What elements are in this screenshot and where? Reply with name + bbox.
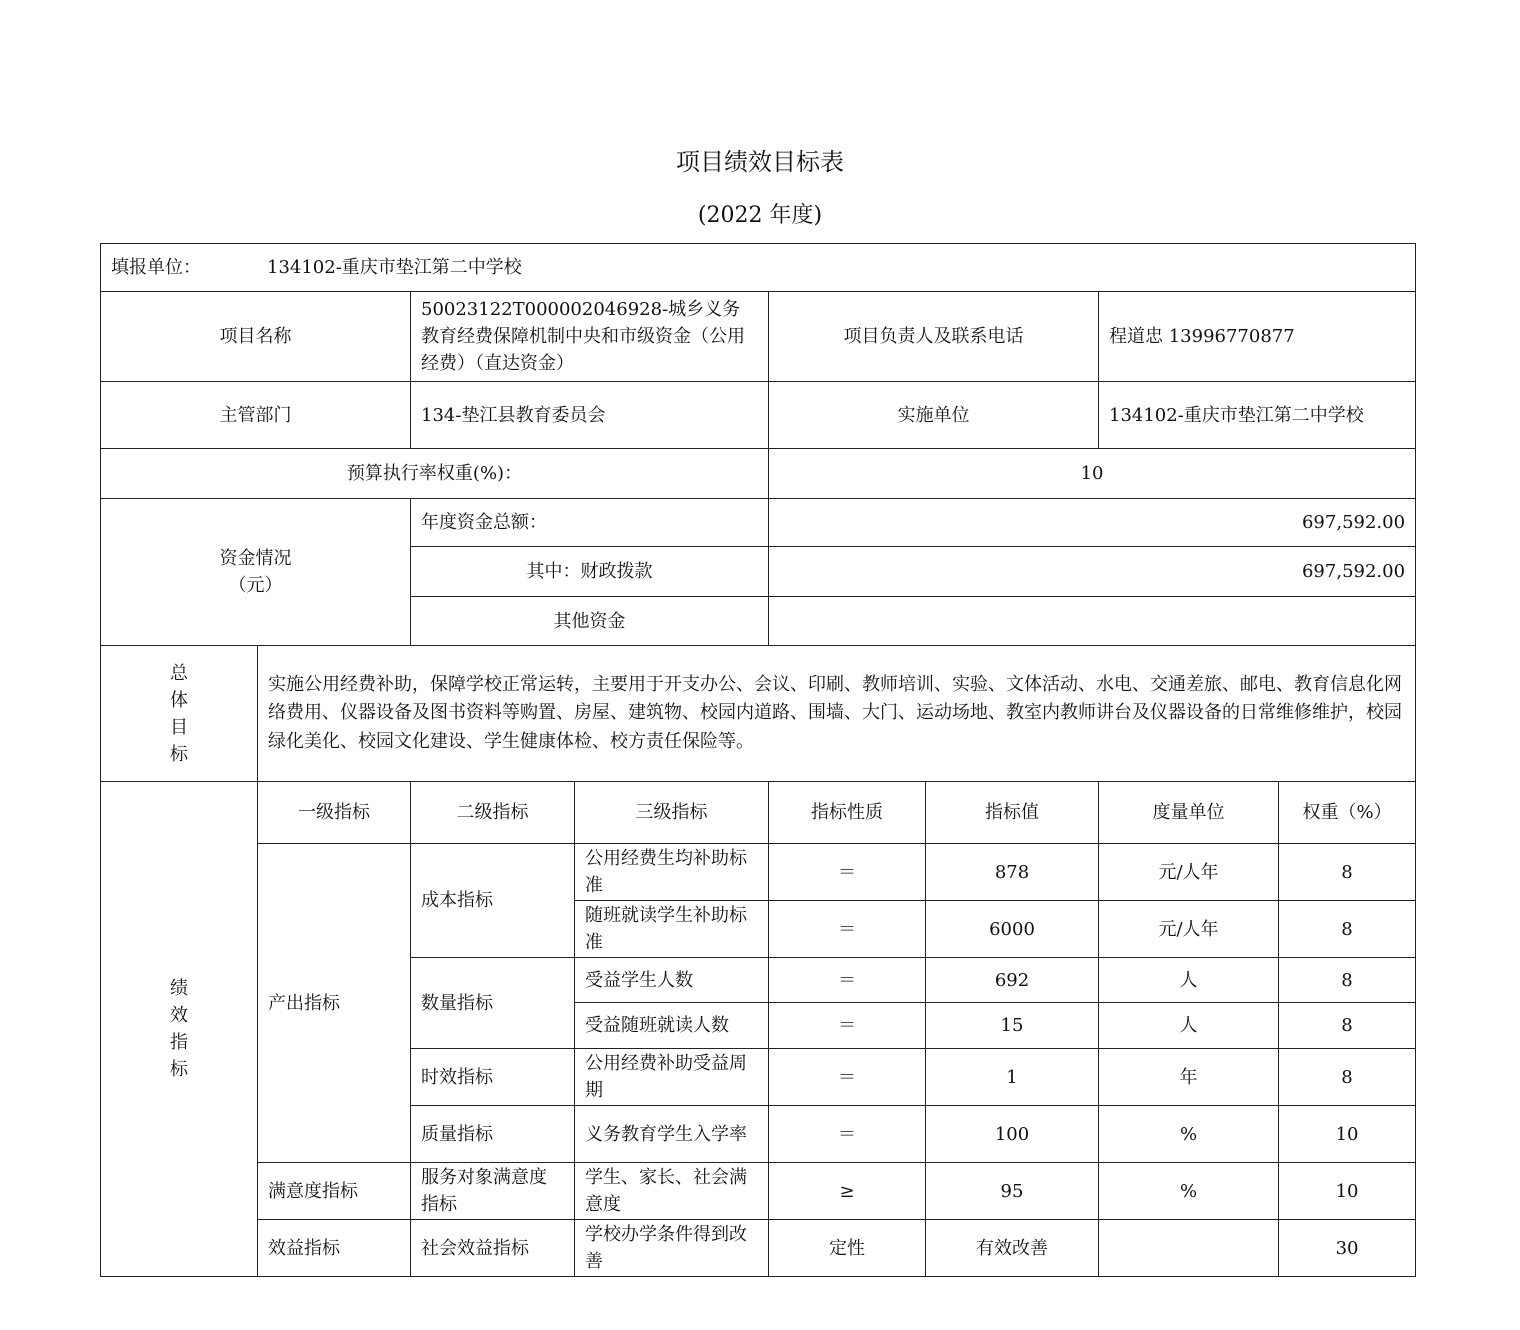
project-name-value: 50023122T000002046928-城乡义务教育经费保障机制中央和市级资金（公用经费）（直达资金） [411, 292, 769, 382]
level3-cell: 公用经费生均补助标准 [575, 844, 769, 901]
value-cell: 6000 [926, 901, 1099, 958]
project-contact-value: 程道忠 13996770877 [1099, 292, 1416, 382]
weight-cell: 10 [1279, 1106, 1416, 1163]
table-row [101, 1163, 1416, 1220]
funds-fiscal-value: 697,592.00 [769, 547, 1416, 597]
goal-label-char: 体 [170, 689, 188, 711]
unit-label: 填报单位： [111, 257, 201, 278]
weight-cell: 10 [1279, 1163, 1416, 1220]
unit-cell: 人 [1099, 1003, 1279, 1049]
value-cell: 692 [926, 958, 1099, 1003]
nature-cell: 定性 [769, 1220, 926, 1277]
nature-cell: ＝ [769, 1106, 926, 1163]
dept-label: 主管部门 [101, 382, 411, 449]
value-cell: 1 [926, 1049, 1099, 1106]
level3-cell: 受益随班就读人数 [575, 1003, 769, 1049]
unit-cell: 元/人年 [1099, 901, 1279, 958]
level3-cell: 受益学生人数 [575, 958, 769, 1003]
goal-label-char: 目 [170, 716, 188, 738]
unit-cell: 年 [1099, 1049, 1279, 1106]
level2-social: 社会效益指标 [411, 1220, 575, 1277]
project-row [101, 292, 1416, 382]
funds-total-value: 697,592.00 [769, 499, 1416, 547]
value-cell: 有效改善 [926, 1220, 1099, 1277]
budget-row [101, 449, 1416, 499]
goal-label-char: 标 [170, 743, 188, 765]
goal-text: 实施公用经费补助，保障学校正常运转，主要用于开支办公、会议、印刷、教师培训、实验、文体活动、水电、交通差旅、邮电、教育信息化网络费用、仪器设备及图书资料等购置、房屋、建筑物、校园内道路、围墙、大门、运动场地、教室内教师讲台及仪器设备的日常维修维护，校园绿化美化、校园文化建设、学生健康体检、校方责任保险等。 [258, 646, 1416, 782]
level1-output: 产出指标 [258, 844, 411, 1163]
unit-cell: % [1099, 1163, 1279, 1220]
unit-cell: 人 [1099, 958, 1279, 1003]
header-level3: 三级指标 [575, 782, 769, 844]
level2-quantity: 数量指标 [411, 958, 575, 1049]
impl-unit-value: 134102-重庆市垫江第二中学校 [1099, 382, 1416, 449]
header-level1: 一级指标 [258, 782, 411, 844]
budget-weight-label: 预算执行率权重(%)： [101, 449, 769, 499]
dept-row [101, 382, 1416, 449]
level2-service: 服务对象满意度指标 [411, 1163, 575, 1220]
nature-cell: ＝ [769, 958, 926, 1003]
funds-label [101, 499, 411, 646]
funds-fiscal-label: 其中：财政拨款 [411, 547, 769, 597]
level3-cell: 公用经费补助受益周期 [575, 1049, 769, 1106]
perf-label-char: 标 [170, 1059, 188, 1080]
perf-header-row [101, 782, 1416, 844]
header-value: 指标值 [926, 782, 1099, 844]
weight-cell: 8 [1279, 1049, 1416, 1106]
value-cell: 100 [926, 1106, 1099, 1163]
performance-table [100, 243, 1416, 1277]
weight-cell: 8 [1279, 958, 1416, 1003]
impl-unit-label: 实施单位 [769, 382, 1099, 449]
level2-cost: 成本指标 [411, 844, 575, 958]
weight-cell: 8 [1279, 844, 1416, 901]
header-unit: 度量单位 [1099, 782, 1279, 844]
weight-cell: 8 [1279, 901, 1416, 958]
unit-cell: 元/人年 [1099, 844, 1279, 901]
nature-cell: ≥ [769, 1163, 926, 1220]
value-cell: 15 [926, 1003, 1099, 1049]
weight-cell: 8 [1279, 1003, 1416, 1049]
level2-quality: 质量指标 [411, 1106, 575, 1163]
dept-value: 134-垫江县教育委员会 [411, 382, 769, 449]
value-cell: 878 [926, 844, 1099, 901]
nature-cell: ＝ [769, 1049, 926, 1106]
funds-label-line2: （元） [228, 575, 283, 596]
nature-cell: ＝ [769, 1003, 926, 1049]
unit-value: 134102-重庆市垫江第二中学校 [267, 257, 522, 278]
unit-cell: % [1099, 1106, 1279, 1163]
level2-timeliness: 时效指标 [411, 1049, 575, 1106]
table-row [101, 1220, 1416, 1277]
project-name-label: 项目名称 [101, 292, 411, 382]
funds-total-label: 年度资金总额： [411, 499, 769, 547]
unit-cell [1099, 1220, 1279, 1277]
level1-benefit: 效益指标 [258, 1220, 411, 1277]
unit-row [101, 244, 1416, 292]
header-nature: 指标性质 [769, 782, 926, 844]
header-level2: 二级指标 [411, 782, 575, 844]
page-subtitle: (2022 年度) [697, 203, 823, 228]
budget-weight-value: 10 [769, 449, 1416, 499]
funds-total-row [101, 499, 1416, 547]
funds-other-label: 其他资金 [411, 597, 769, 646]
level3-cell: 随班就读学生补助标准 [575, 901, 769, 958]
perf-label-char: 绩 [170, 978, 188, 999]
perf-label-char: 指 [170, 1032, 188, 1053]
goal-row [101, 646, 1416, 782]
goal-label [101, 646, 258, 782]
nature-cell: ＝ [769, 901, 926, 958]
perf-label-char: 效 [170, 1005, 188, 1026]
project-contact-label: 项目负责人及联系电话 [769, 292, 1099, 382]
table-row [101, 844, 1416, 901]
header-weight: 权重（%） [1279, 782, 1416, 844]
goal-label-char: 总 [170, 662, 188, 684]
weight-cell: 30 [1279, 1220, 1416, 1277]
value-cell: 95 [926, 1163, 1099, 1220]
funds-label-line1: 资金情况 [219, 548, 292, 569]
funds-other-value [769, 597, 1416, 646]
perf-label [101, 782, 258, 1277]
nature-cell: ＝ [769, 844, 926, 901]
level3-cell: 义务教育学生入学率 [575, 1106, 769, 1163]
page-title: 项目绩效目标表 [676, 148, 844, 176]
level3-cell: 学生、家长、社会满意度 [575, 1163, 769, 1220]
level3-cell: 学校办学条件得到改善 [575, 1220, 769, 1277]
level1-satisfaction: 满意度指标 [258, 1163, 411, 1220]
